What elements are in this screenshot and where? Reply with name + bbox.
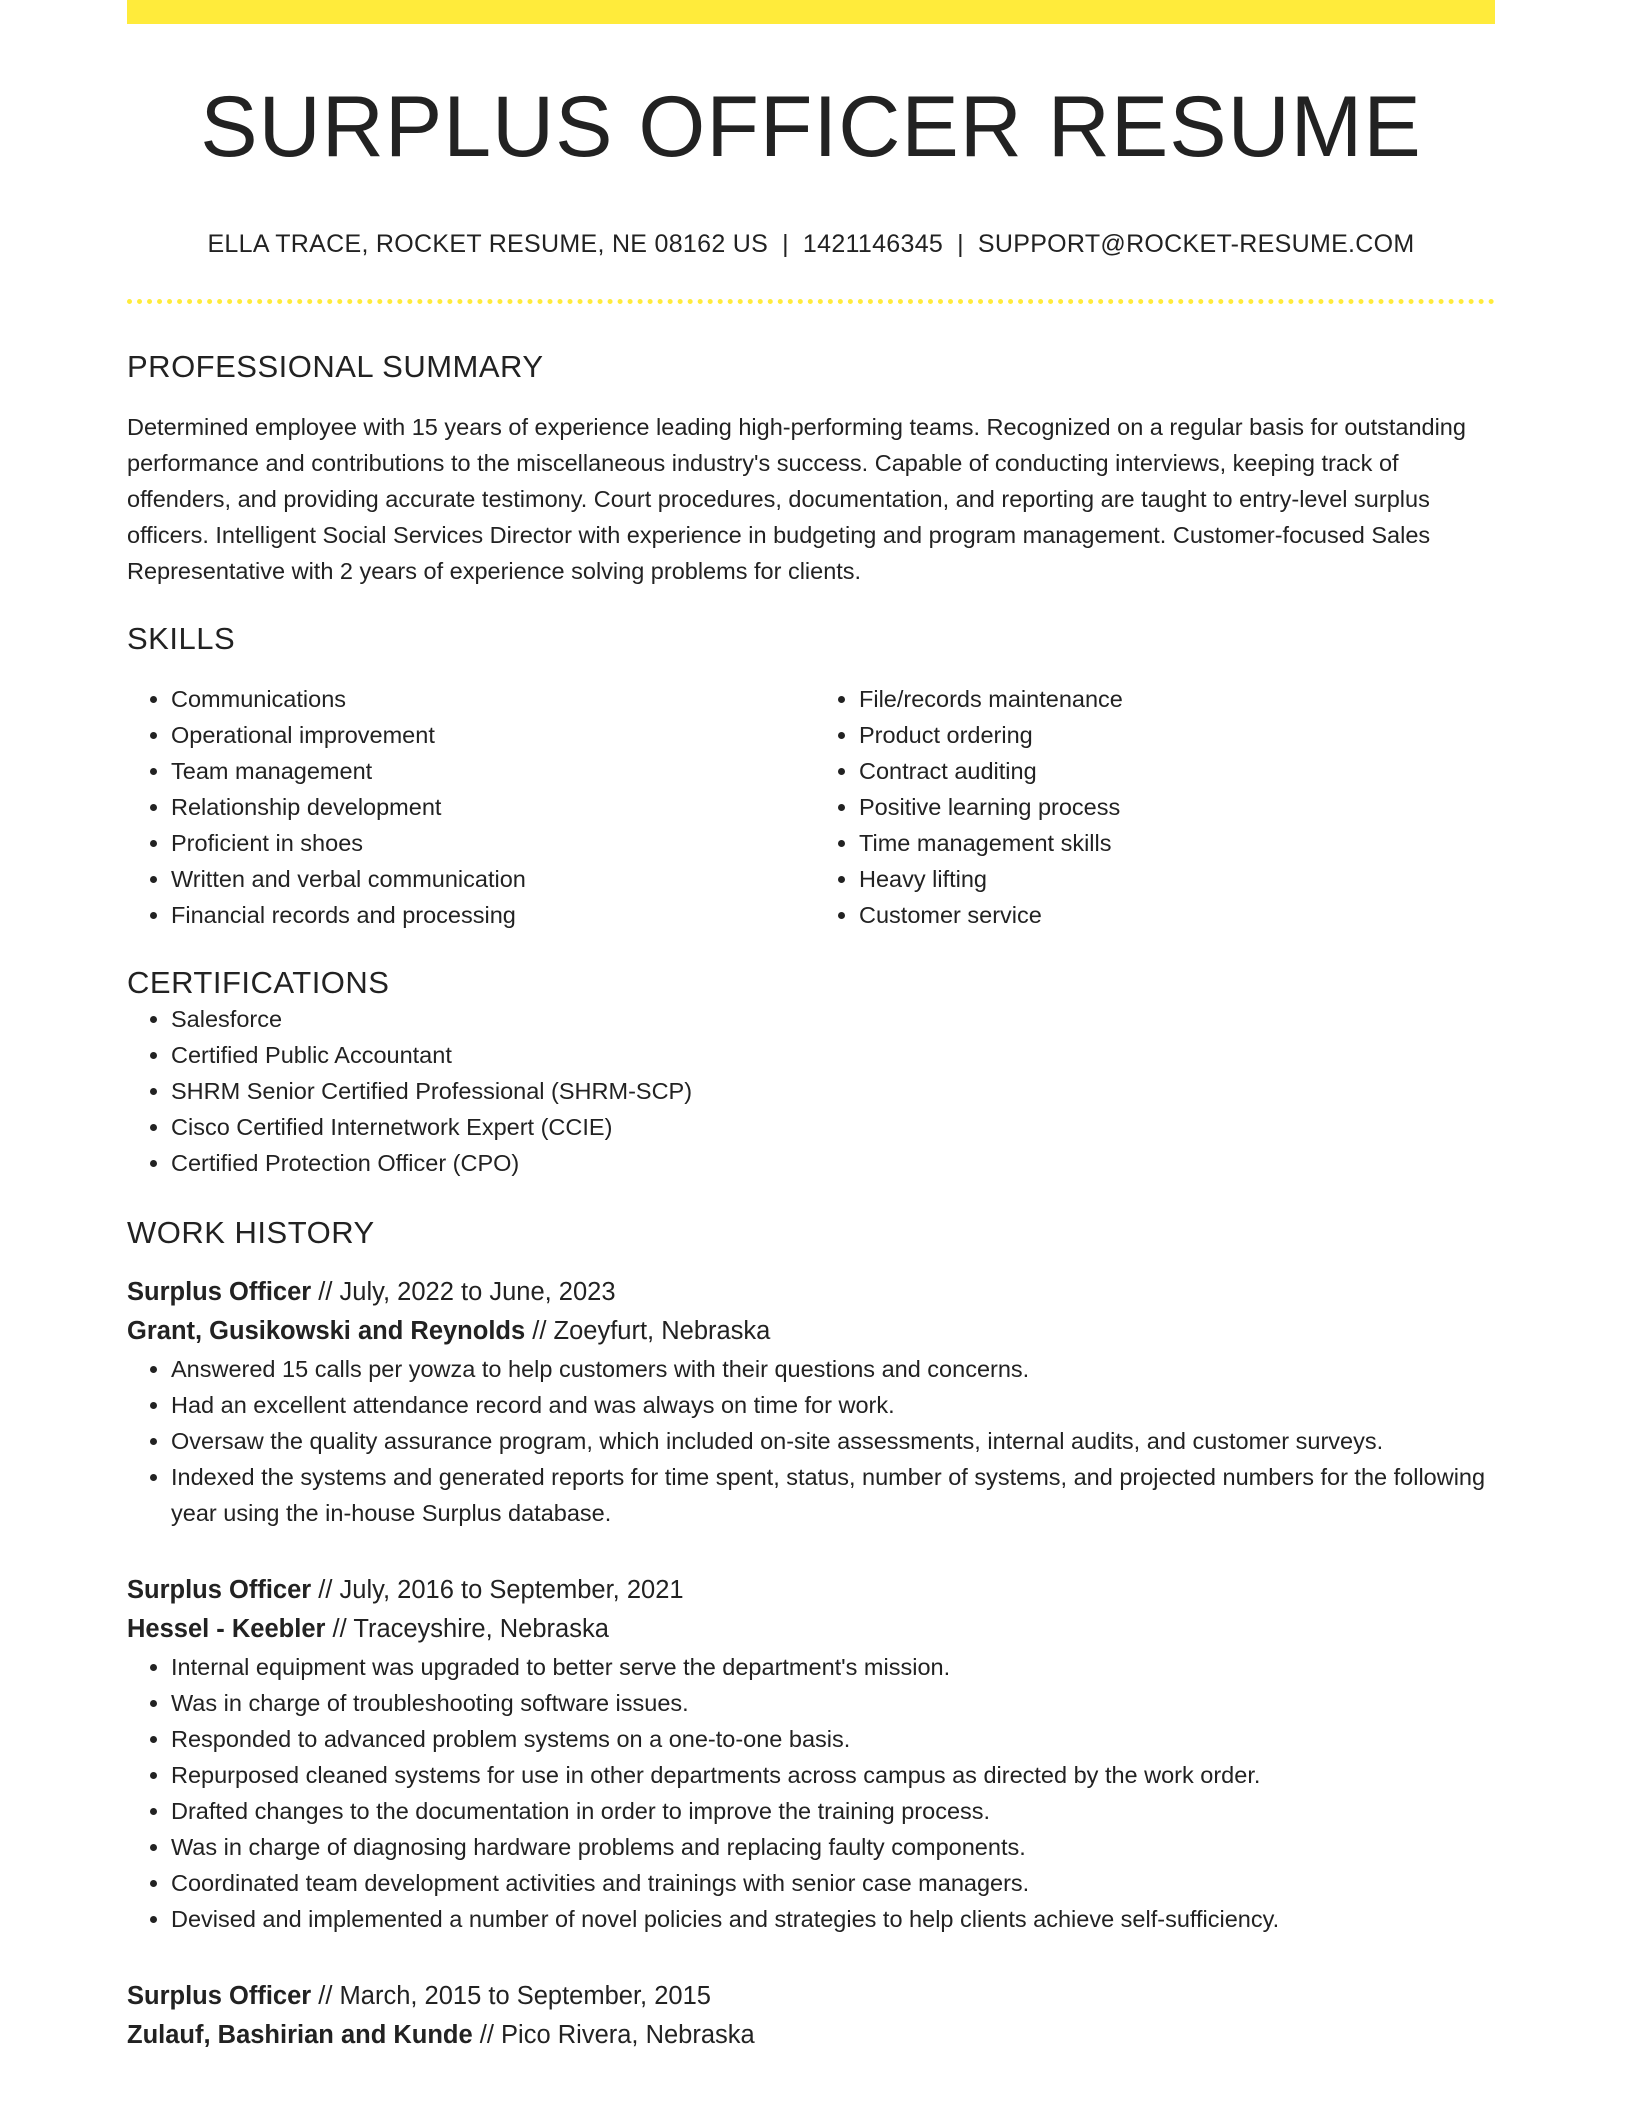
contact-separator: | <box>782 230 789 259</box>
job-duty-item: • Had an excellent attendance record and was always on time for work. <box>171 1387 1495 1423</box>
job-entry <box>127 1977 1495 2055</box>
skill-item: • Written and verbal communication <box>171 861 811 897</box>
skill-item: • Customer service <box>859 897 1495 933</box>
job-duty-item: • Devised and implemented a number of novel policies and strategies to help clients achieve self-sufficiency. <box>171 1901 1495 1937</box>
dotted-divider <box>127 299 1495 304</box>
contact-line <box>127 230 1495 259</box>
skills-column-right <box>811 681 1495 933</box>
accent-top-bar <box>127 0 1495 24</box>
job-entry <box>127 1273 1495 1531</box>
resume-page <box>127 0 1495 2055</box>
contact-email[interactable]: SUPPORT@ROCKET-RESUME.COM <box>977 230 1415 259</box>
skills-list-left <box>127 681 811 933</box>
job-duties-list <box>127 1649 1495 1937</box>
job-duty-item: • Coordinated team development activities and trainings with senior case managers. <box>171 1865 1495 1901</box>
job-title-line <box>127 1977 1495 2016</box>
job-title-line <box>127 1571 1495 1610</box>
job-entry <box>127 1571 1495 1937</box>
job-duty-item: • Was in charge of diagnosing hardware problems and replacing faulty components. <box>171 1829 1495 1865</box>
skill-item: • Team management <box>171 753 811 789</box>
job-company: Hessel - Keebler <box>127 1615 326 1644</box>
skill-item: • Heavy lifting <box>859 861 1495 897</box>
job-duty-item: • Responded to advanced problem systems on a one-to-one basis. <box>171 1721 1495 1757</box>
job-dates: // July, 2022 to June, 2023 <box>311 1278 616 1307</box>
job-duty-item: • Drafted changes to the documentation in order to improve the training process. <box>171 1793 1495 1829</box>
certification-item: • Cisco Certified Internetwork Expert (CCIE) <box>171 1109 1495 1145</box>
job-title-line <box>127 1273 1495 1312</box>
skill-item: • Contract auditing <box>859 753 1495 789</box>
job-duty-item: • Indexed the systems and generated reports for time spent, status, number of systems, and projected numbers for the following year using the in-house Surplus database. <box>171 1459 1495 1531</box>
certification-item: • Certified Protection Officer (CPO) <box>171 1145 1495 1181</box>
skill-item: • Communications <box>171 681 811 717</box>
skill-item: • Operational improvement <box>171 717 811 753</box>
job-duties-list <box>127 1351 1495 1531</box>
job-company-line <box>127 1312 1495 1351</box>
job-location: // Pico Rivera, Nebraska <box>472 2021 755 2050</box>
summary-text: Determined employee with 15 years of experience leading high-performing teams. Recognized on a regular basis for outstanding performance and contributions to the miscellaneous industry's success. Capable of conducting interviews, keeping track of offenders, and providing accurate testimony. Court procedures, documentation, and reporting are taught to entry-level surplus officers. Intelligent Social Services Director with experience in budgeting and program management. Customer-focused Sales Representative with 2 years of experience solving problems for clients. <box>127 414 1466 585</box>
job-duty-item: • Was in charge of troubleshooting software issues. <box>171 1685 1495 1721</box>
job-company-line <box>127 2016 1495 2055</box>
contact-phone[interactable]: 1421146345 <box>802 230 944 259</box>
skill-item: • Time management skills <box>859 825 1495 861</box>
job-location: // Zoeyfurt, Nebraska <box>525 1317 771 1346</box>
skill-item: • Relationship development <box>171 789 811 825</box>
job-location: // Traceyshire, Nebraska <box>325 1615 609 1644</box>
job-company: Grant, Gusikowski and Reynolds <box>127 1317 526 1346</box>
resume-title: SURPLUS OFFICER RESUME <box>200 79 1422 175</box>
skill-item: • Proficient in shoes <box>171 825 811 861</box>
job-dates: // July, 2016 to September, 2021 <box>311 1576 684 1605</box>
certification-item: • SHRM Senior Certified Professional (SHRM-SCP) <box>171 1073 1495 1109</box>
job-dates: // March, 2015 to September, 2015 <box>311 1982 711 2011</box>
certification-item: • Salesforce <box>171 1001 1495 1037</box>
certifications-list <box>127 1001 1495 1181</box>
job-title: Surplus Officer <box>127 1576 312 1605</box>
job-duty-item: • Internal equipment was upgraded to better serve the department's mission. <box>171 1649 1495 1685</box>
skill-item: • File/records maintenance <box>859 681 1495 717</box>
job-title: Surplus Officer <box>127 1278 312 1307</box>
skill-item: • Positive learning process <box>859 789 1495 825</box>
job-duty-item: • Repurposed cleaned systems for use in other departments across campus as directed by the work order. <box>171 1757 1495 1793</box>
job-company: Zulauf, Bashirian and Kunde <box>127 2021 473 2050</box>
skills-grid <box>127 681 1495 933</box>
job-duty-item: • Answered 15 calls per yowza to help customers with their questions and concerns. <box>171 1351 1495 1387</box>
contact-address: ELLA TRACE, ROCKET RESUME, NE 08162 US <box>207 230 769 259</box>
job-title: Surplus Officer <box>127 1982 312 2011</box>
skills-list-right <box>811 681 1495 933</box>
skills-heading: SKILLS <box>127 621 236 657</box>
skill-item: • Financial records and processing <box>171 897 811 933</box>
certification-item: • Certified Public Accountant <box>171 1037 1495 1073</box>
summary-heading: PROFESSIONAL SUMMARY <box>127 349 544 385</box>
work-history-heading: WORK HISTORY <box>127 1215 375 1251</box>
job-company-line <box>127 1610 1495 1649</box>
skill-item: • Product ordering <box>859 717 1495 753</box>
job-duty-item: • Oversaw the quality assurance program, which included on-site assessments, internal audits, and customer surveys. <box>171 1423 1495 1459</box>
skills-column-left <box>127 681 811 933</box>
contact-separator: | <box>957 230 964 259</box>
certifications-heading: CERTIFICATIONS <box>127 965 390 1001</box>
